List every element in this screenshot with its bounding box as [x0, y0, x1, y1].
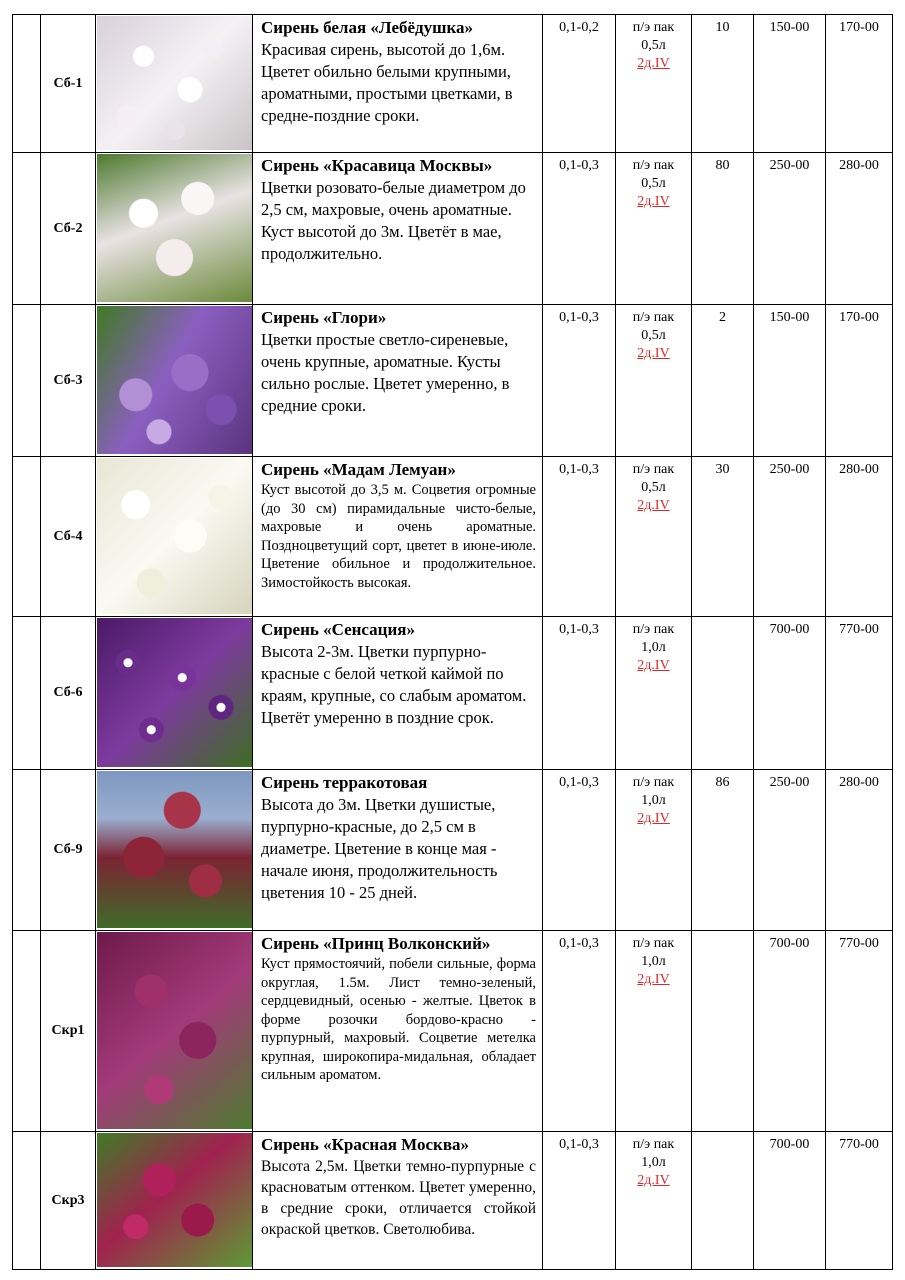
product-name: Сирень терракотовая: [261, 773, 428, 792]
price-retail-cell: 770-00: [826, 1132, 893, 1270]
table-row: [13, 457, 893, 617]
size-cell: 0,1-0,3: [543, 457, 616, 617]
price-retail-cell: 770-00: [826, 931, 893, 1132]
code-cell: Скр1: [41, 931, 96, 1132]
terracotta-lilac-photo: [97, 771, 252, 928]
purple-white-edge-lilac-photo: [97, 618, 252, 767]
size-cell: 0,1-0,2: [543, 15, 616, 153]
container-volume: 1,0л: [641, 1155, 666, 1170]
row-index-cell: [13, 15, 41, 153]
container-volume: 0,5л: [641, 176, 666, 191]
price-retail-cell: 280-00: [826, 153, 893, 305]
quantity-cell: 2: [692, 305, 754, 457]
season-link[interactable]: 2д.IV: [637, 346, 670, 361]
price-wholesale-cell: 250-00: [754, 770, 826, 931]
size-cell: 0,1-0,3: [543, 1132, 616, 1270]
product-name: Сирень «Красная Москва»: [261, 1135, 470, 1154]
description-cell: [253, 457, 543, 617]
product-description: Красивая сирень, высотой до 1,6м. Цветет обильно белыми крупными, ароматными, простыми цветками, в средне-поздние сроки.: [261, 40, 513, 125]
container-cell: [616, 617, 692, 770]
photo-cell: [96, 457, 253, 617]
row-index-cell: [13, 153, 41, 305]
magenta-lilac-photo: [97, 932, 252, 1129]
product-description: Цветки розовато-белые диаметром до 2,5 см, махровые, очень ароматные. Куст высотой до 3м. Цветёт в мае, продолжительно.: [261, 178, 526, 263]
container-cell: [616, 457, 692, 617]
container-cell: [616, 931, 692, 1132]
size-cell: 0,1-0,3: [543, 153, 616, 305]
row-index-cell: [13, 931, 41, 1132]
row-index-cell: [13, 770, 41, 931]
lilac-purple-photo: [97, 306, 252, 454]
table-row: [13, 770, 893, 931]
code-cell: Сб-2: [41, 153, 96, 305]
size-cell: 0,1-0,3: [543, 617, 616, 770]
size-cell: 0,1-0,3: [543, 305, 616, 457]
table-row: [13, 305, 893, 457]
product-description: Цветки простые светло-сиреневые, очень крупные, ароматные. Кусты сильно рослые. Цветет умеренно, в средние сроки.: [261, 330, 510, 415]
container-type: п/э пак: [632, 310, 675, 325]
product-name: Сирень «Мадам Лемуан»: [261, 460, 456, 479]
row-index-cell: [13, 1132, 41, 1270]
container-volume: 1,0л: [641, 793, 666, 808]
container-type: п/э пак: [632, 462, 675, 477]
price-wholesale-cell: 250-00: [754, 457, 826, 617]
price-wholesale-cell: 150-00: [754, 15, 826, 153]
photo-cell: [96, 15, 253, 153]
description-cell: [253, 153, 543, 305]
price-wholesale-cell: 700-00: [754, 617, 826, 770]
container-cell: [616, 305, 692, 457]
product-description: Высота 2-3м. Цветки пурпурно-красные с белой четкой каймой по краям, крупные, со слабым ароматом. Цветёт умеренно в поздние срок.: [261, 642, 527, 727]
container-cell: [616, 770, 692, 931]
container-volume: 0,5л: [641, 38, 666, 53]
code-cell: Скр3: [41, 1132, 96, 1270]
code-cell: Сб-1: [41, 15, 96, 153]
size-cell: 0,1-0,3: [543, 931, 616, 1132]
table-row: [13, 15, 893, 153]
season-link[interactable]: 2д.IV: [637, 1173, 670, 1188]
code-cell: Сб-9: [41, 770, 96, 931]
table-row: [13, 617, 893, 770]
container-type: п/э пак: [632, 775, 675, 790]
price-retail-cell: 170-00: [826, 15, 893, 153]
description-cell: [253, 1132, 543, 1270]
container-cell: [616, 153, 692, 305]
code-cell: Сб-3: [41, 305, 96, 457]
container-cell: [616, 15, 692, 153]
container-type: п/э пак: [632, 622, 675, 637]
price-wholesale-cell: 700-00: [754, 1132, 826, 1270]
description-cell: [253, 770, 543, 931]
product-name: Сирень белая «Лебёдушка»: [261, 18, 474, 37]
quantity-cell: 80: [692, 153, 754, 305]
price-retail-cell: 280-00: [826, 457, 893, 617]
cream-white-lilac-photo: [97, 458, 252, 614]
row-index-cell: [13, 457, 41, 617]
product-name: Сирень «Сенсация»: [261, 620, 415, 639]
quantity-cell: [692, 931, 754, 1132]
product-description: Высота 2,5м. Цветки темно-пурпурные с красноватым оттенком. Цветет умеренно, в средние сроки, отличается стойкой окраской цветков. Светолюбива.: [261, 1158, 536, 1238]
price-wholesale-cell: 250-00: [754, 153, 826, 305]
container-type: п/э пак: [632, 1137, 675, 1152]
season-link[interactable]: 2д.IV: [637, 972, 670, 987]
description-cell: [253, 617, 543, 770]
season-link[interactable]: 2д.IV: [637, 194, 670, 209]
description-cell: [253, 305, 543, 457]
crimson-lilac-photo: [97, 1133, 252, 1267]
container-type: п/э пак: [632, 158, 675, 173]
season-link[interactable]: 2д.IV: [637, 56, 670, 71]
container-type: п/э пак: [632, 936, 675, 951]
container-type: п/э пак: [632, 20, 675, 35]
price-wholesale-cell: 700-00: [754, 931, 826, 1132]
catalog-table: [12, 14, 893, 1270]
container-volume: 0,5л: [641, 480, 666, 495]
container-volume: 1,0л: [641, 954, 666, 969]
table-row: [13, 1132, 893, 1270]
photo-cell: [96, 770, 253, 931]
price-retail-cell: 280-00: [826, 770, 893, 931]
description-cell: [253, 15, 543, 153]
quantity-cell: 10: [692, 15, 754, 153]
quantity-cell: [692, 1132, 754, 1270]
quantity-cell: 30: [692, 457, 754, 617]
pink-white-lilac-photo: [97, 154, 252, 302]
description-cell: [253, 931, 543, 1132]
season-link[interactable]: 2д.IV: [637, 811, 670, 826]
table-row: [13, 931, 893, 1132]
price-retail-cell: 770-00: [826, 617, 893, 770]
photo-cell: [96, 931, 253, 1132]
product-description: Куст высотой до 3,5 м. Соцветия огромные (до 30 см) пирамидальные чисто-белые, махровые и очень ароматные. Поздноцветущий сорт, цветет в июне-июле. Цветение обильное и продолжительное. Зимостойкость высокая.: [261, 482, 536, 591]
container-cell: [616, 1132, 692, 1270]
container-volume: 0,5л: [641, 328, 666, 343]
container-volume: 1,0л: [641, 640, 666, 655]
product-name: Сирень «Глори»: [261, 308, 387, 327]
quantity-cell: 86: [692, 770, 754, 931]
code-cell: Сб-4: [41, 457, 96, 617]
row-index-cell: [13, 305, 41, 457]
photo-cell: [96, 305, 253, 457]
product-description: Высота до 3м. Цветки душистые, пурпурно-красные, до 2,5 см в диаметре. Цветение в конце мая - начале июня, продолжительность цветения 10 - 25 дней.: [261, 795, 498, 902]
quantity-cell: [692, 617, 754, 770]
season-link[interactable]: 2д.IV: [637, 498, 670, 513]
size-cell: 0,1-0,3: [543, 770, 616, 931]
product-name: Сирень «Принц Волконский»: [261, 934, 491, 953]
product-description: Куст прямостоячий, побели сильные, форма округлая, 1.5м. Лист темно-зеленый, сердцевидный, осенью - желтые. Цветок в форме розочки бордово-красно - пурпурный, махровый. Соцветие метелка крупная, широкопира-мидальная, обладает сильным ароматом.: [261, 956, 536, 1083]
photo-cell: [96, 153, 253, 305]
code-cell: Сб-6: [41, 617, 96, 770]
price-wholesale-cell: 150-00: [754, 305, 826, 457]
photo-cell: [96, 617, 253, 770]
price-retail-cell: 170-00: [826, 305, 893, 457]
season-link[interactable]: 2д.IV: [637, 658, 670, 673]
photo-cell: [96, 1132, 253, 1270]
product-name: Сирень «Красавица Москвы»: [261, 156, 493, 175]
row-index-cell: [13, 617, 41, 770]
white-lilac-photo: [97, 16, 252, 150]
table-row: [13, 153, 893, 305]
